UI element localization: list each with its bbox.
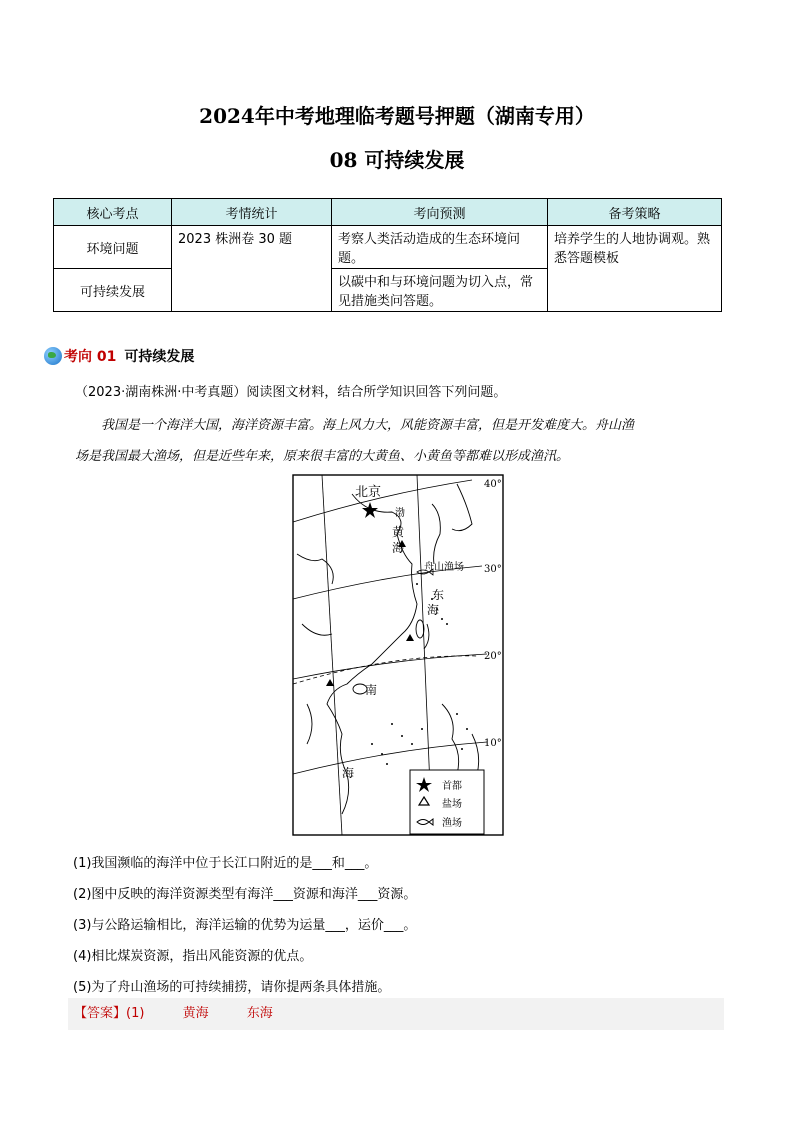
legend-label: 盐场	[442, 799, 462, 810]
label-donghai-2: 海	[427, 603, 440, 617]
question-item: (1)我国濒临的海洋中位于长江口附近的是___和___。	[73, 856, 378, 871]
table-cell: 可持续发展	[54, 269, 172, 312]
header-cell: 核心考点	[54, 199, 172, 226]
question-source: （2023·湖南株洲·中考真题）阅读图文材料，结合所学知识回答下列问题。	[75, 385, 507, 400]
label-bohai: 渤	[395, 508, 405, 519]
table-row	[54, 226, 722, 269]
china-seas-map	[292, 474, 504, 836]
lat-label-40: 40°	[484, 479, 502, 490]
question-item: (5)为了舟山渔场的可持续捕捞，请你提两条具体措施。	[73, 980, 391, 995]
passage-line: 场是我国最大渔场，但是近些年来，原来很丰富的大黄鱼、小黄鱼等都难以形成渔汛。	[75, 449, 570, 464]
question-item: (4)相比煤炭资源，指出风能资源的优点。	[73, 949, 313, 964]
map-legend	[410, 770, 484, 834]
table-cell: 2023 株洲卷 30 题	[172, 226, 332, 312]
globe-icon	[44, 347, 62, 365]
table-cell: 培养学生的人地协调观。熟悉答题模板	[548, 226, 722, 312]
table-header-row	[54, 199, 722, 226]
header-cell: 考向预测	[332, 199, 548, 226]
questions-list	[73, 848, 416, 1003]
section-heading	[44, 346, 194, 366]
header-cell: 考情统计	[172, 199, 332, 226]
question-item: (2)图中反映的海洋资源类型有海洋___资源和海洋___资源。	[73, 887, 417, 902]
page-subtitle: 08 可持续发展	[329, 148, 465, 172]
lat-label-30: 30°	[484, 564, 502, 575]
question-item: (3)与公路运输相比，海洋运输的优势为运量___，运价___。	[73, 918, 417, 933]
label-huanghai-2: 海	[392, 541, 405, 555]
header-cell: 备考策略	[548, 199, 722, 226]
table-cell: 环境问题	[54, 226, 172, 269]
label-donghai-1: 东	[432, 588, 445, 602]
answer-value: 东海	[246, 1006, 273, 1021]
label-zhoushan: 舟山渔场	[424, 562, 464, 573]
label-nanhai-2: 海	[342, 766, 355, 780]
label-nanhai-1: 南	[365, 683, 378, 697]
table-cell: 以碳中和与环境问题为切入点，常见措施类问答题。	[332, 269, 548, 312]
answer-box	[68, 998, 724, 1030]
table-cell: 考察人类活动造成的生态环境问题。	[332, 226, 548, 269]
page-title: 2024年中考地理临考题号押题（湖南专用）	[199, 104, 595, 128]
answer-tag: 【答案】	[74, 1006, 127, 1021]
legend-label: 首都	[442, 781, 462, 792]
label-beijing: 北京	[355, 485, 382, 500]
passage-line: 我国是一个海洋大国，海洋资源丰富。海上风力大，风能资源丰富，但是开发难度大。舟山渔	[101, 418, 635, 433]
answer-number: (1)	[126, 1006, 145, 1021]
answer-value: 黄海	[182, 1006, 209, 1021]
legend-label: 渔场	[442, 818, 462, 829]
summary-table	[53, 198, 722, 312]
label-huanghai-1: 黄	[392, 525, 405, 539]
section-code: 考向 01	[64, 349, 117, 365]
section-title: 可持续发展	[124, 349, 195, 365]
lat-label-10: 10°	[484, 738, 502, 749]
passage	[75, 410, 725, 472]
lat-label-20: 20°	[484, 651, 502, 662]
